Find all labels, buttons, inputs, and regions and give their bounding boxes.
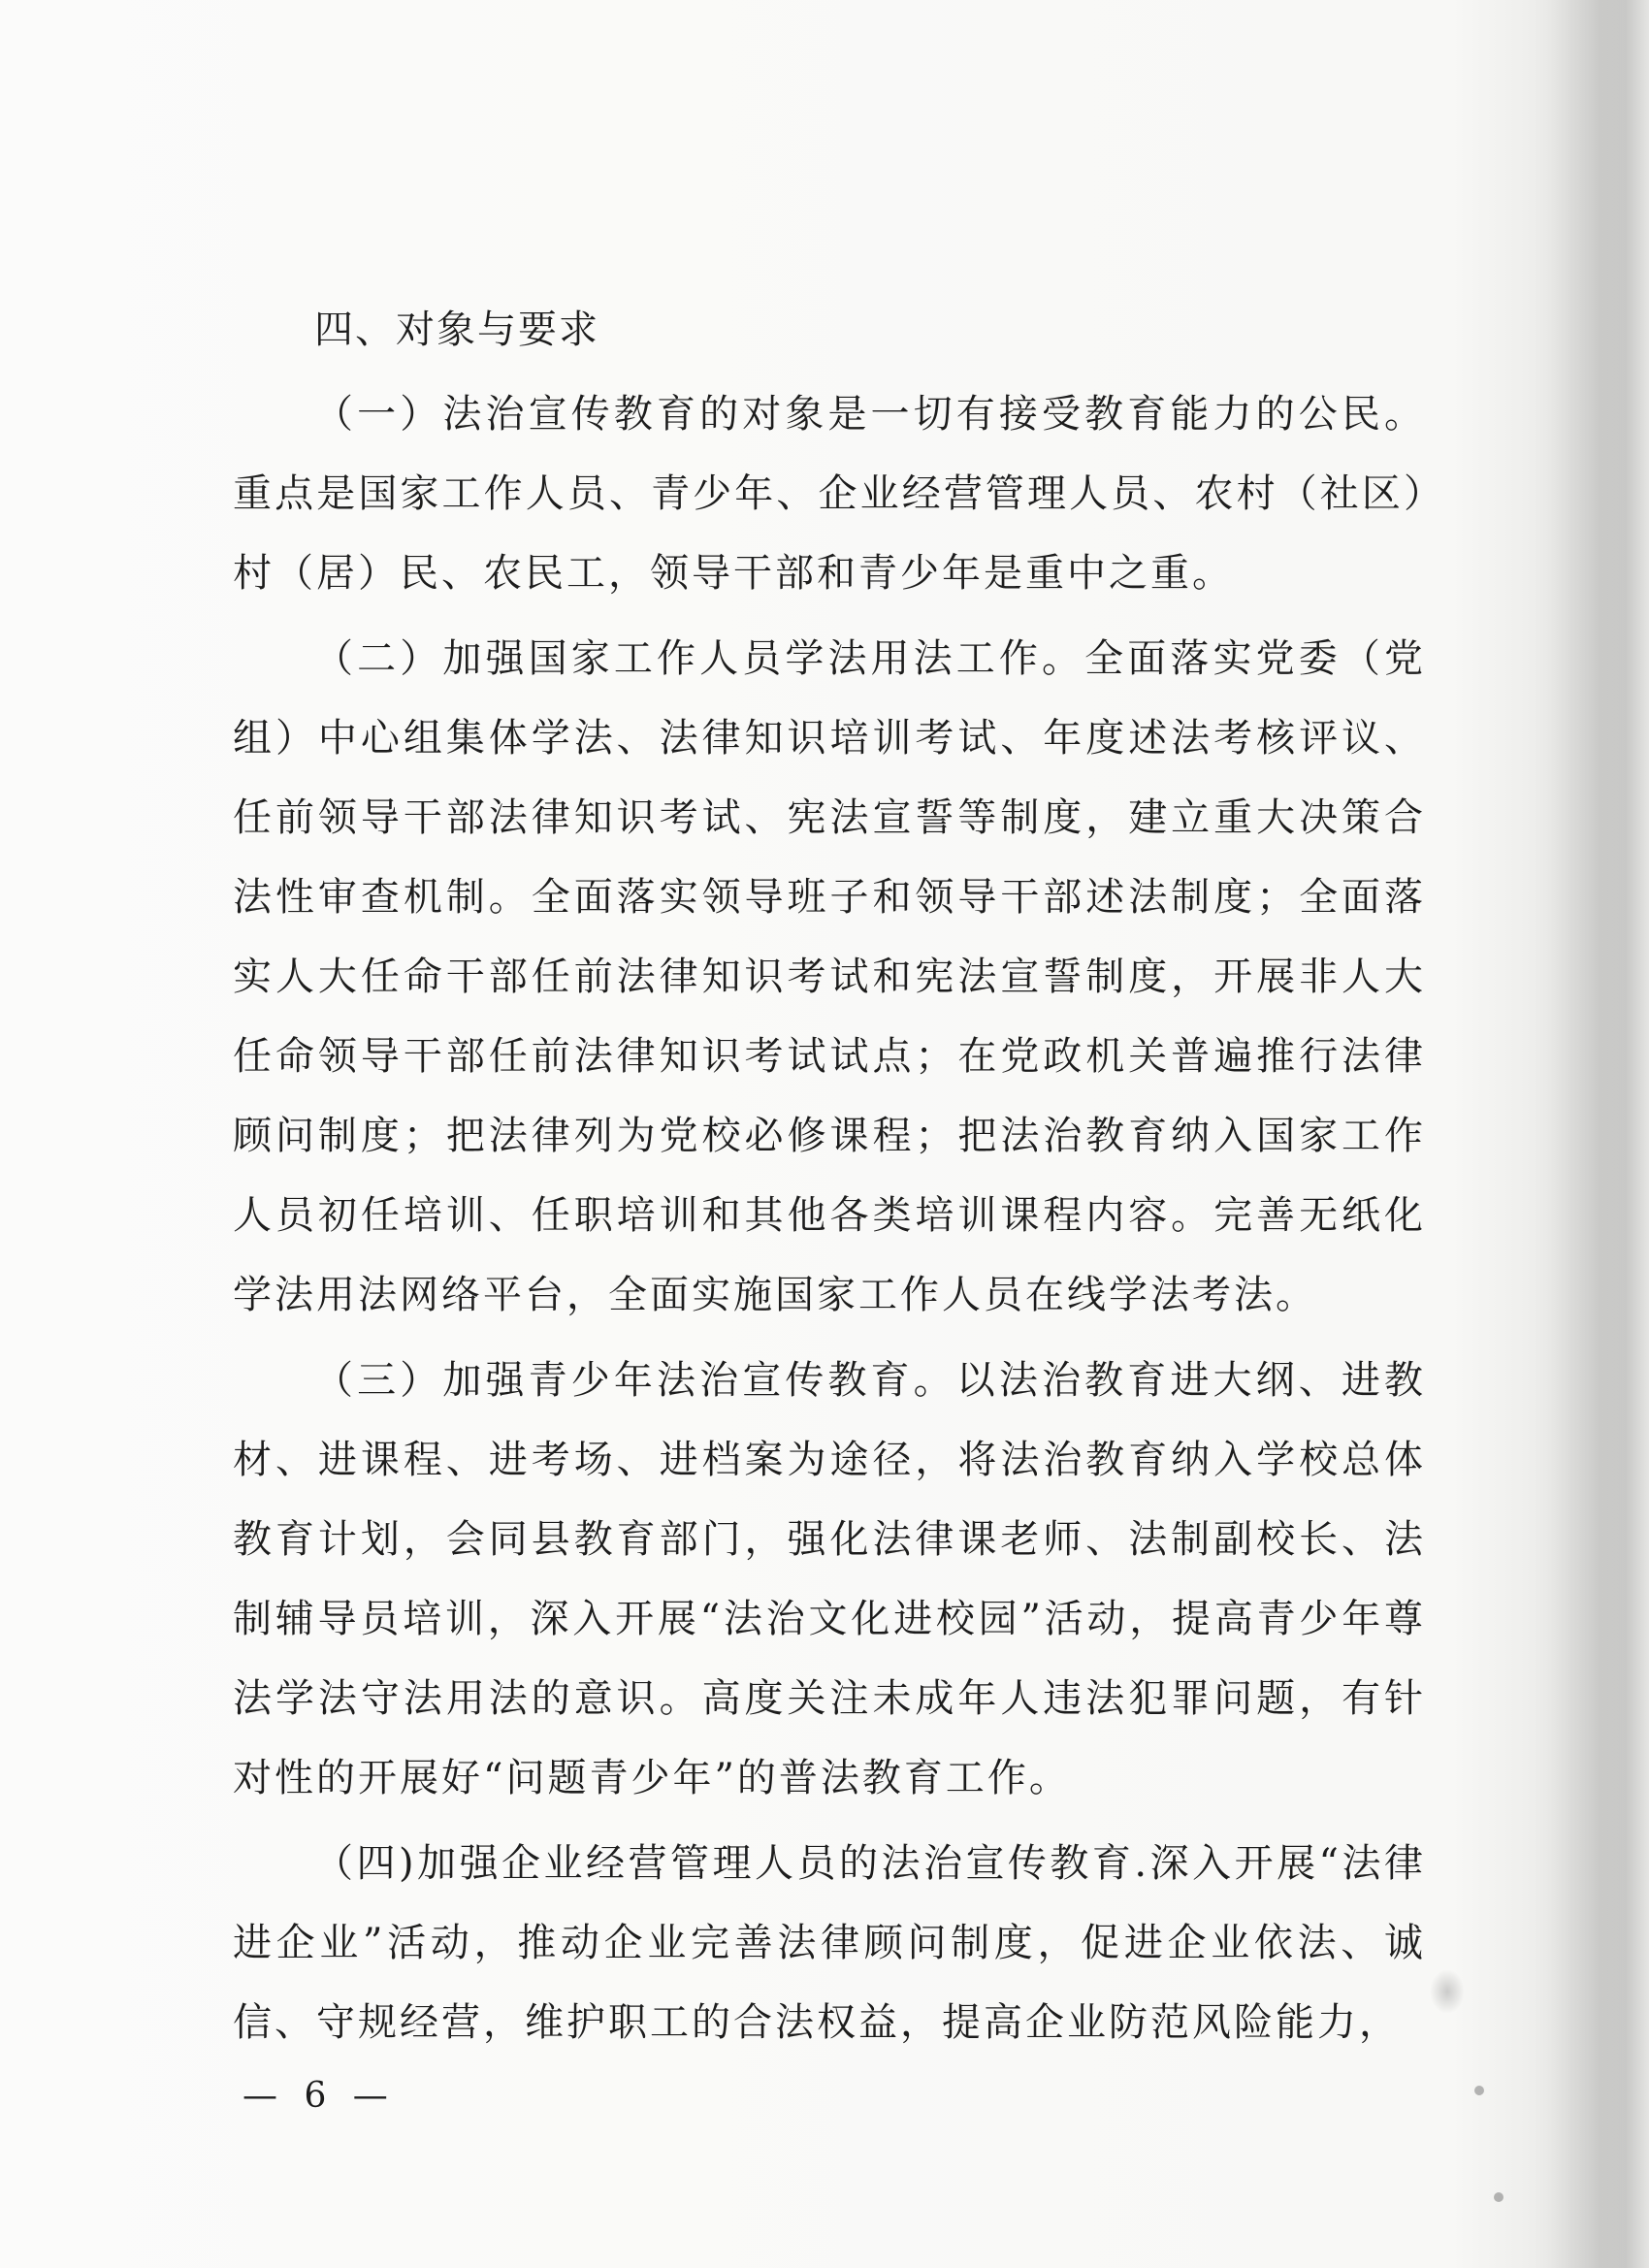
binding-shadow [1533,0,1649,2268]
section-heading: 四、对象与要求 [314,308,599,352]
scan-smudge [1430,1969,1465,2014]
scan-speck [1494,2192,1504,2202]
paragraph-3: （三）加强青少年法治宣传教育。以法治教育进大纲、进教材、进课程、进考场、进档案为途径，将法治教育纳入学校总体教育计划，会同县教育部门，强化法律课老师、法制副校长、法制辅导员培训，深入开展“法治文化进校园”活动，提高青少年尊法学法守法用法的意识。高度关注未成年人违法犯罪问题，有针对性的开展好“问题青少年”的普法教育工作。 [233,1358,1426,1800]
paragraph-1: （一）法治宣传教育的对象是一切有接受教育能力的公民。重点是国家工作人员、青少年、企业经营管理人员、农村（社区）村（居）民、农民工，领导干部和青少年是重中之重。 [233,392,1426,596]
document-body [233,291,1426,2068]
page-number: — 6 — [242,2076,396,2116]
paragraph-2: （二）加强国家工作人员学法用法工作。全面落实党委（党组）中心组集体学法、法律知识培训考试、年度述法考核评议、任前领导干部法律知识考试、宪法宣誓等制度，建立重大决策合法性审查机制。全面落实领导班子和领导干部述法制度；全面落实人大任命干部任前法律知识考试和宪法宣誓制度，开展非人大任命领导干部任前法律知识考试试点；在党政机关普遍推行法律顾问制度；把法律列为党校必修课程；把法治教育纳入国家工作人员初任培训、任职培训和其他各类培训课程内容。完善无纸化学法用法网络平台，全面实施国家工作人员在线学法考法。 [233,636,1426,1317]
scan-speck [1474,2086,1484,2095]
paragraph-4: （四)加强企业经营管理人员的法治宣传教育.深入开展“法律进企业”活动，推动企业完善法律顾问制度，促进企业依法、诚信、守规经营，维护职工的合法权益，提高企业防范风险能力， [233,1841,1426,2045]
